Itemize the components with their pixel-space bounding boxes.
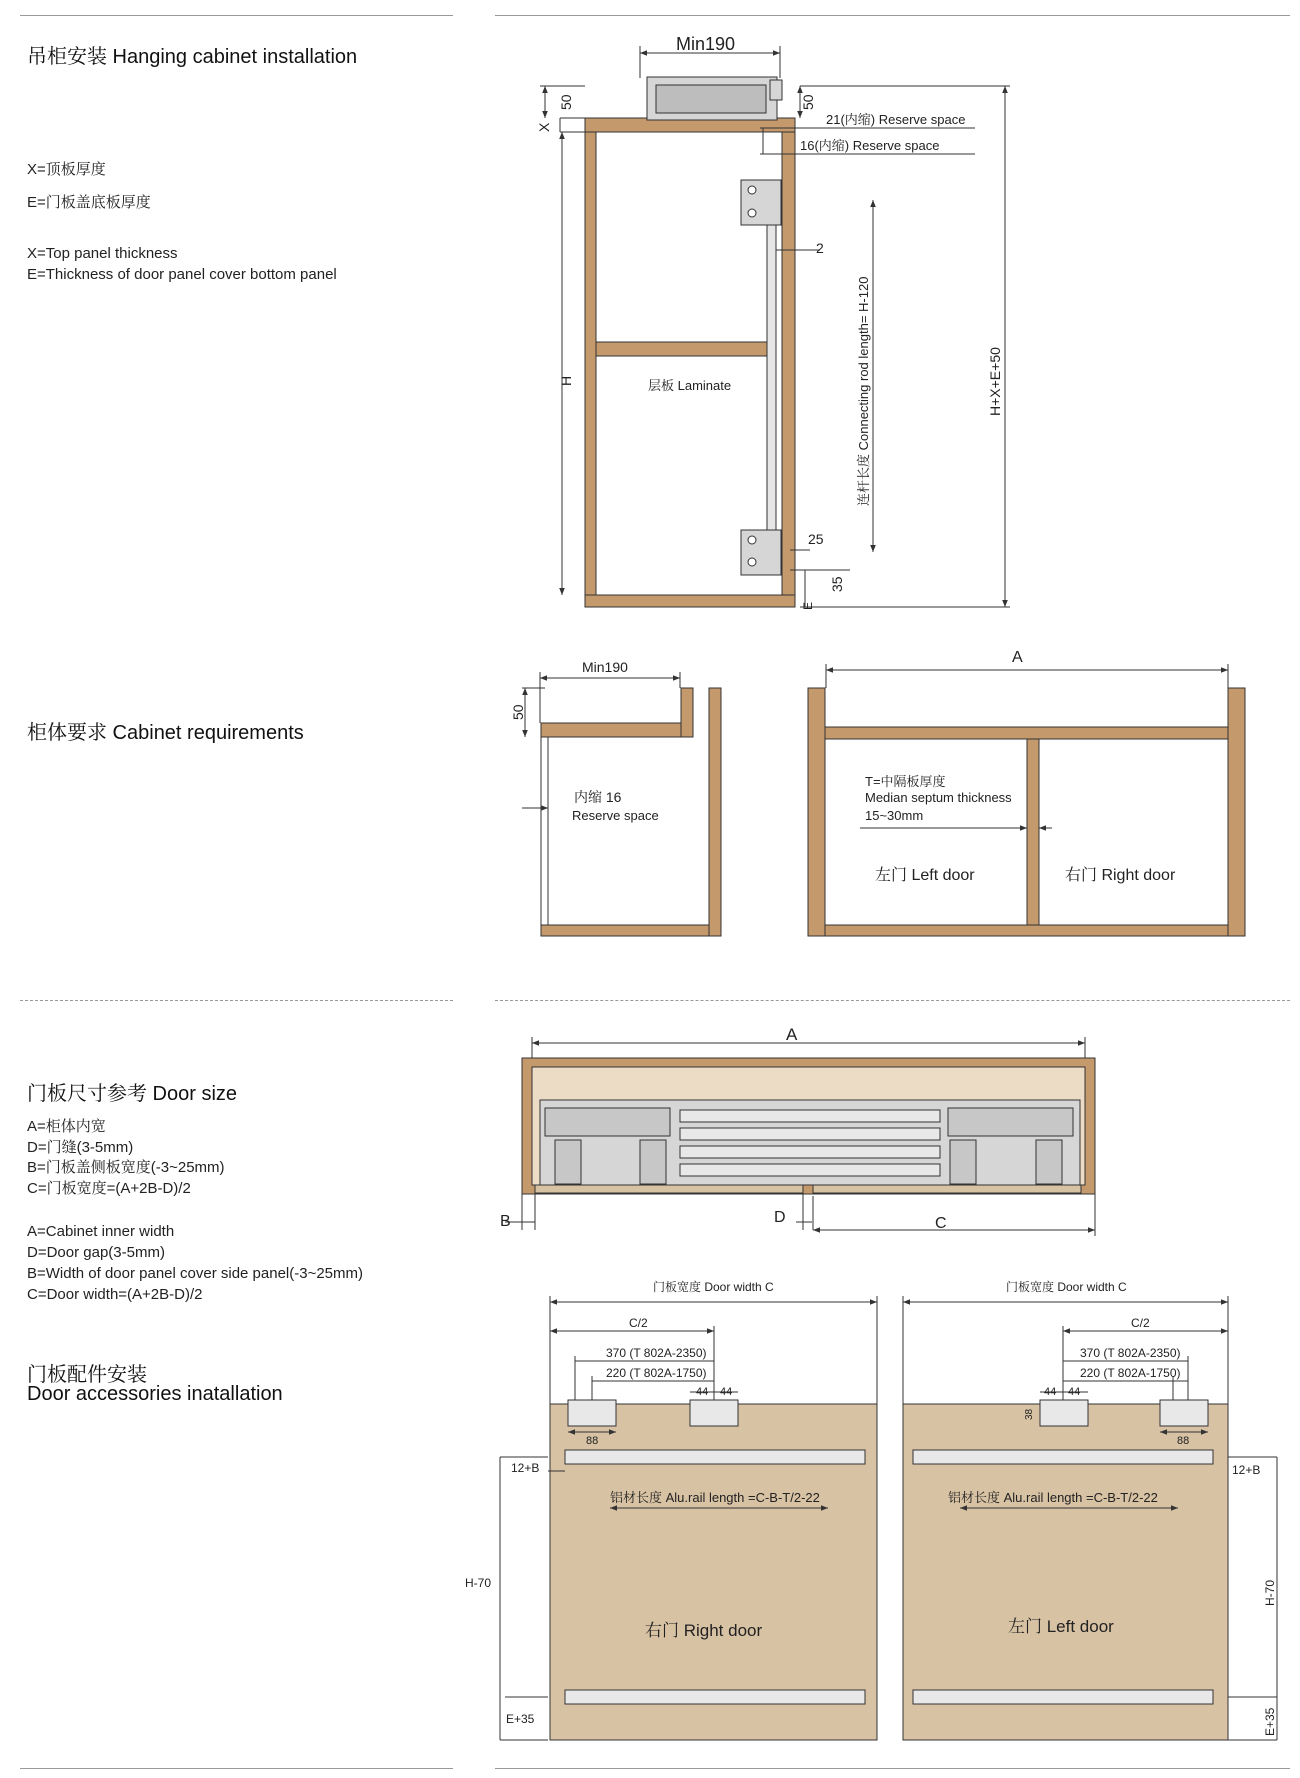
- left-door-e35: E+35: [1263, 1707, 1277, 1736]
- door-size-title: 门板尺寸参考 Door size: [27, 1083, 238, 1105]
- left-door-dim220: 220 (T 802A-1750): [1080, 1366, 1181, 1380]
- right-door-c2: C/2: [629, 1316, 648, 1330]
- right-door-dim370: 370 (T 802A-2350): [606, 1346, 707, 1360]
- requirements-side-drawing: [522, 672, 721, 936]
- left-door-dim88: 88: [1177, 1435, 1190, 1447]
- a-definition-cn: A=柜体内宽: [27, 1118, 106, 1135]
- left-door-dim370: 370 (T 802A-2350): [1080, 1346, 1181, 1360]
- e-definition-en: E=Thickness of door panel cover bottom panel: [27, 266, 337, 283]
- hanging-cabinet-title: 吊柜安装 Hanging cabinet installation: [27, 46, 358, 68]
- req-dim-50-label: 50: [510, 704, 526, 720]
- left-door-dim44a: 44: [1044, 1386, 1057, 1398]
- x-label: X: [536, 122, 552, 132]
- left-door-dim44b: 44: [1068, 1386, 1081, 1398]
- right-door-h70: H-70: [465, 1576, 492, 1590]
- left-door-dim38: 38: [1024, 1408, 1035, 1420]
- b-definition-cn: B=门板盖侧板宽度(-3~25mm): [27, 1159, 225, 1176]
- req-right-door-label: 右门 Right door: [1065, 867, 1176, 884]
- c-definition-cn: C=门板宽度=(A+2B-D)/2: [27, 1180, 191, 1197]
- left-door-rail-label: 铝材长度 Alu.rail length =C-B-T/2-22: [948, 1490, 1158, 1505]
- right-door-e35: E+35: [506, 1712, 535, 1726]
- h-label: H: [558, 375, 574, 386]
- septum-cn-label: T=中隔板厚度: [865, 774, 946, 789]
- left-door-h70: H-70: [1263, 1579, 1277, 1606]
- right-door-name: 右门 Right door: [645, 1621, 763, 1640]
- accessories-title-cn: 门板配件安装: [27, 1364, 147, 1386]
- dim-2-label: 2: [816, 240, 824, 256]
- left-door-name: 左门 Left door: [1008, 1617, 1114, 1636]
- septum-en-label: Median septum thickness: [865, 790, 1012, 805]
- cabinet-requirements-title: 柜体要求 Cabinet requirements: [27, 722, 304, 744]
- right-door-dim220: 220 (T 802A-1750): [606, 1366, 707, 1380]
- total-height-label: H+X+E+50: [987, 347, 1003, 416]
- req-left-door-label: 左门 Left door: [875, 867, 975, 884]
- left-door-width-title: 门板宽度 Door width C: [1006, 1280, 1127, 1294]
- right-door-dim44b: 44: [720, 1386, 733, 1398]
- min190-label: Min190: [676, 34, 736, 54]
- accessories-title-en: Door accessories inatallation: [27, 1383, 283, 1405]
- x-definition-en: X=Top panel thickness: [27, 245, 178, 262]
- right-door-drawing: [500, 1296, 877, 1740]
- x-definition-cn: X=顶板厚度: [27, 161, 106, 178]
- req-min190-label: Min190: [582, 659, 628, 675]
- right-door-dim88: 88: [586, 1435, 599, 1447]
- right-door-width-title: 门板宽度 Door width C: [653, 1280, 774, 1294]
- reserve-21-label: 21(内缩) Reserve space: [826, 112, 966, 127]
- plan-view-drawing: [505, 1037, 1095, 1236]
- dim-25-label: 25: [808, 531, 824, 547]
- inner16-label: 内缩 16: [574, 789, 622, 805]
- c-definition-en: C=Door width=(A+2B-D)/2: [27, 1286, 203, 1303]
- hanging-cabinet-drawing: [540, 46, 1010, 607]
- reserve-16-label: 16(内缩) Reserve space: [800, 138, 940, 153]
- left-door-c2: C/2: [1131, 1316, 1150, 1330]
- req-a-label: A: [1012, 649, 1023, 666]
- right-door-dim12b: 12+B: [511, 1461, 540, 1475]
- right-door-rail-label: 铝材长度 Alu.rail length =C-B-T/2-22: [610, 1490, 820, 1505]
- dim-50-right: 50: [800, 94, 816, 110]
- b-definition-en: B=Width of door panel cover side panel(-3~25mm): [27, 1265, 364, 1282]
- dim-50-left: 50: [558, 94, 574, 110]
- right-door-dim44a: 44: [696, 1386, 709, 1398]
- reserve-space-label: Reserve space: [572, 808, 659, 823]
- d-definition-en: D=Door gap(3-5mm): [27, 1244, 165, 1261]
- plan-a-label: A: [786, 1025, 798, 1044]
- d-definition-cn: D=门缝(3-5mm): [27, 1139, 134, 1156]
- a-definition-en: A=Cabinet inner width: [27, 1223, 175, 1240]
- left-door-drawing: [903, 1296, 1277, 1740]
- dim-35-label: 35: [829, 576, 845, 592]
- plan-b-label: B: [500, 1213, 511, 1230]
- septum-range-label: 15~30mm: [865, 808, 924, 823]
- left-door-dim12b: 12+B: [1232, 1463, 1261, 1477]
- plan-d-label: D: [774, 1209, 786, 1226]
- plan-c-label: C: [935, 1215, 947, 1232]
- laminate-label: 层板 Laminate: [648, 378, 732, 393]
- e-label: E: [801, 601, 815, 610]
- rod-length-label: 连杆长度 Connecting rod length= H-120: [856, 276, 871, 506]
- e-definition-cn: E=门板盖底板厚度: [27, 194, 151, 211]
